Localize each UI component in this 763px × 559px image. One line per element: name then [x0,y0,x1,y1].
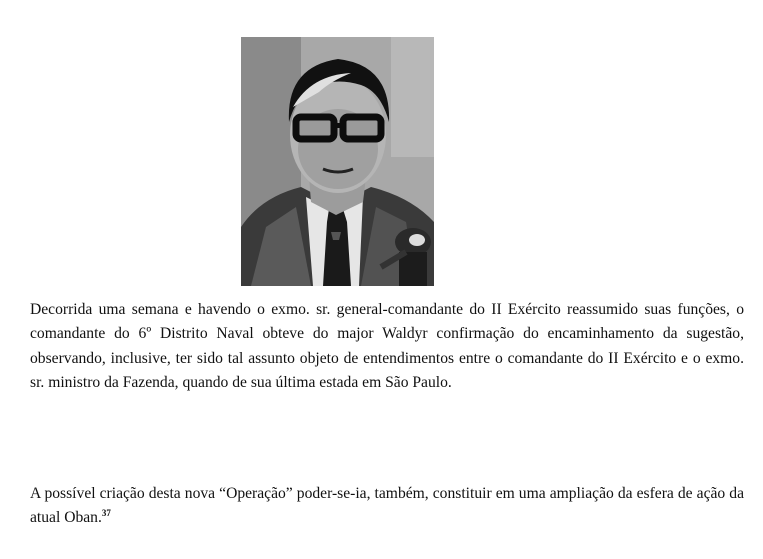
paragraph-2 [30,482,744,531]
footnote-marker[interactable]: 37 [101,508,111,519]
portrait-photo [241,37,434,286]
paragraph-2-text: A possível criação desta nova “Operação” poder-se-ia, também, constituir em uma ampliação da esfera de ação da atual Oban. [30,485,744,527]
portrait-photo-icon [241,37,434,286]
paragraph-1 [30,298,744,395]
paragraph-1-text: Decorrida uma semana e havendo o exmo. sr. general-comandante do II Exército reassumido suas funções, o comandante do 6º Distrito Naval obteve do major Waldyr confirmação do encaminhamento da sugestão, observando, inclusive, ter sido tal assunto objeto de entendimentos entre o comandante do II Exército e o exmo. sr. ministro da Fazenda, quando de sua última estada em São Paulo. [30,301,744,391]
